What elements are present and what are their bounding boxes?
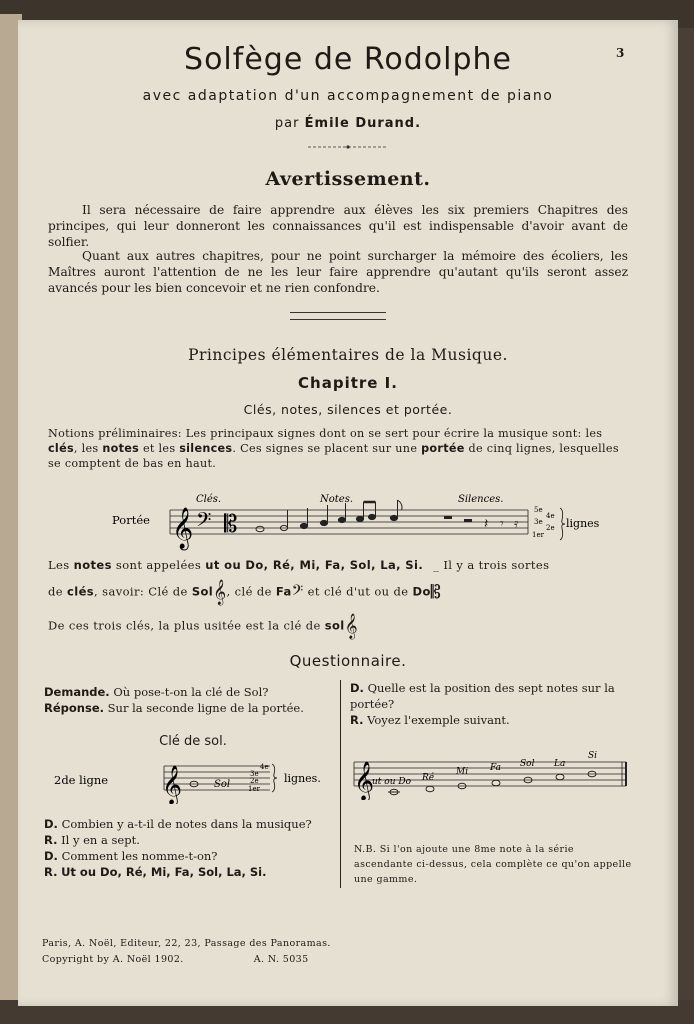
- treble-clef-icon: 𝄞: [172, 508, 194, 549]
- column-divider: [340, 680, 341, 888]
- by-prefix: par: [274, 116, 300, 131]
- eighth-note: [390, 515, 397, 520]
- answer-line: [350, 712, 638, 728]
- cle-de-sol-title: Clé de sol.: [159, 734, 227, 749]
- line-number: 5e: [534, 506, 543, 514]
- copyright-text: Copyright by A. Noël 1902.: [42, 954, 184, 965]
- scale-note-label: Sol: [520, 759, 535, 769]
- questionnaire-left-column: [44, 684, 334, 716]
- term-portee: portée: [421, 442, 465, 455]
- ligne-label: 2de ligne: [54, 773, 109, 787]
- demande-label: Demande.: [44, 685, 110, 699]
- sentence-text: , clé de: [226, 584, 276, 599]
- treble-clef-icon: 𝄞: [344, 614, 359, 639]
- term-do: Do: [412, 584, 431, 599]
- answer-line: [44, 864, 334, 880]
- silences-label: Silences.: [458, 494, 504, 505]
- section-title: Principes élémentaires de la Musique.: [188, 346, 508, 364]
- half-rest: [464, 519, 472, 522]
- answer-text: Voyez l'exemple suivant.: [367, 713, 510, 727]
- scale-note-label: La: [554, 759, 566, 769]
- line-number: 3e: [250, 770, 259, 778]
- eighth-note: [368, 514, 375, 519]
- treble-clef-icon: 𝄞: [162, 765, 183, 804]
- notions-text: . Ces signes se placent sur une: [232, 442, 422, 455]
- cles-label: Clés.: [196, 494, 222, 505]
- quarter-note: [300, 523, 307, 528]
- whole-rest: [444, 516, 452, 519]
- question-text: Quelle est la position des sept notes sur la portée?: [350, 681, 615, 711]
- answer-text: Il y en a sept.: [61, 833, 140, 847]
- sol-note-label: Sol: [214, 779, 231, 790]
- question-text: Comment les nomme-t-on?: [61, 849, 218, 863]
- bass-clef-icon: 𝄢: [196, 508, 212, 536]
- term-silences: silences: [179, 442, 233, 455]
- scale-note-label: Mi: [456, 767, 469, 777]
- sentence-text: _ Il y a trois sortes: [433, 558, 550, 572]
- line-number: 1er: [532, 531, 544, 539]
- lignes-label: lignes.: [284, 772, 321, 785]
- scale-staff: [350, 740, 630, 800]
- question-text: Combien y a-t-il de notes dans la musique?: [61, 817, 312, 831]
- notions-text: , les: [73, 442, 103, 455]
- line-number: 1er: [248, 785, 260, 793]
- avertissement-heading: Avertissement.: [265, 168, 431, 190]
- term-sol: sol: [324, 618, 345, 633]
- plate-number: A. N. 5035: [253, 954, 309, 965]
- sheet-page: [18, 20, 678, 1006]
- notes-label: Notes.: [320, 494, 354, 505]
- alto-clef-icon: 𝄡: [430, 582, 442, 603]
- term-cles: clés: [48, 442, 74, 455]
- bass-clef-icon: 𝄢: [291, 582, 304, 603]
- sentence-text: de: [48, 584, 68, 599]
- avertissement-paragraph-1: Il sera nécessaire de faire apprendre aux élèves les six premiers Chapitres des principes, qui leur donneront les connaissances qu'il est indispensable d'avoir avant de solfier.: [48, 203, 628, 249]
- term-fa: Fa: [275, 584, 292, 599]
- quarter-rest: 𝄽: [484, 516, 489, 532]
- eighth-rest: 𝄾: [500, 516, 504, 532]
- note-fa: [492, 780, 500, 786]
- staff-example: [108, 488, 608, 558]
- question-line: [44, 848, 334, 864]
- chapter-title: Chapitre I.: [298, 374, 398, 392]
- scale-note-label: ut ou Do: [372, 777, 411, 787]
- eighth-note: [356, 516, 363, 521]
- page-number: 3: [616, 46, 625, 60]
- example-rests: [444, 516, 519, 532]
- sentence-text: De ces trois clés, la plus usitée est la clé de: [48, 618, 325, 633]
- line-number: 4e: [546, 512, 555, 520]
- brace: [272, 764, 277, 792]
- answer-label: R.: [44, 865, 58, 879]
- questions-left-block: [44, 816, 334, 880]
- page-subtitle: avec adaptation d'un accompagnement de piano: [142, 88, 554, 104]
- whole-note: [256, 526, 264, 532]
- notions-text: et les: [139, 442, 180, 455]
- treble-clef-icon: 𝄞: [354, 761, 375, 800]
- notions-paragraph: [48, 426, 628, 471]
- answer-line: [44, 832, 334, 848]
- double-rule-divider: [290, 312, 386, 320]
- brace: [560, 508, 565, 540]
- sentence-text: sont appelées: [111, 558, 206, 572]
- author-name: Émile Durand.: [304, 116, 422, 131]
- term-cles: clés: [67, 584, 95, 599]
- sentence-text: Les: [48, 558, 74, 572]
- line-number: 2e: [546, 524, 555, 532]
- page-title: Solfège de Rodolphe: [184, 42, 512, 77]
- avertissement-paragraph-2: Quant aux autres chapitres, pour ne point surcharger la mémoire des écoliers, les Maîtres auront l'attention de ne les leur faire apprendre qu'autant qu'ils seront assez avancés pour les bien concevoir et ne rien confondre.: [48, 249, 628, 295]
- answer-label: R.: [350, 713, 364, 727]
- question-line: [350, 680, 638, 712]
- questionnaire-heading: Questionnaire.: [289, 652, 407, 670]
- note-re: [426, 786, 434, 792]
- chapter-subtitle: Clés, notes, silences et portée.: [243, 402, 453, 417]
- clefs-sentence: [48, 580, 638, 608]
- term-notes: notes: [102, 442, 140, 455]
- notes-sentence: [48, 558, 638, 572]
- note-la: [556, 774, 564, 780]
- publisher-line: Paris, A. Noël, Editeur, 22, 23, Passage des Panoramas.: [42, 938, 331, 949]
- answer-text: Ut ou Do, Ré, Mi, Fa, Sol, La, Si.: [61, 865, 267, 879]
- term-notes: notes: [73, 558, 112, 572]
- scale-note-label: Ré: [422, 773, 435, 783]
- byline: [18, 116, 678, 131]
- questionnaire-right-column: [350, 680, 638, 728]
- lignes-label: lignes: [566, 517, 600, 530]
- question-label: D.: [44, 849, 58, 863]
- line-number: 3e: [534, 518, 543, 526]
- usitee-sentence: [48, 614, 638, 640]
- question-line: [44, 816, 334, 832]
- notions-text: de cinq lignes, lesquelles se comptent de bas en haut.: [48, 442, 619, 470]
- quarter-note: [320, 520, 327, 525]
- reponse-line: [44, 700, 334, 716]
- copyright-line: [42, 954, 309, 965]
- ornament-divider: [308, 144, 388, 150]
- portee-label: Portée: [112, 513, 150, 527]
- sixteenth-rest: 𝄿: [514, 516, 519, 532]
- demande-line: [44, 684, 334, 700]
- sentence-text: et clé d'ut ou de: [303, 584, 413, 599]
- scale-note-label: Si: [588, 751, 598, 761]
- line-number: 4e: [260, 763, 269, 771]
- note-names: ut ou Do, Ré, Mi, Fa, Sol, La, Si.: [205, 558, 424, 572]
- treble-clef-staff: [44, 754, 334, 804]
- question-label: D.: [350, 681, 364, 695]
- demande-text: Où pose-t-on la clé de Sol?: [113, 685, 269, 699]
- notions-text: Notions préliminaires: Les principaux signes dont on se sert pour écrire la musique sont: les: [48, 427, 603, 440]
- quarter-note: [338, 517, 345, 522]
- sentence-text: , savoir: Clé de: [94, 584, 192, 599]
- scale-note-label: Fa: [490, 763, 501, 773]
- reponse-label: Réponse.: [44, 701, 104, 715]
- line-number: 2e: [250, 777, 259, 785]
- question-label: D.: [44, 817, 58, 831]
- term-sol: Sol: [191, 584, 214, 599]
- alto-clef-icon: 𝄡: [224, 510, 238, 538]
- treble-clef-icon: 𝄞: [213, 580, 227, 605]
- reponse-text: Sur la seconde ligne de la portée.: [107, 701, 304, 715]
- answer-label: R.: [44, 833, 58, 847]
- nb-note: N.B. Si l'on ajoute une 8me note à la série ascendante ci-dessus, cela complète ce qu'on appelle une gamme.: [354, 844, 632, 885]
